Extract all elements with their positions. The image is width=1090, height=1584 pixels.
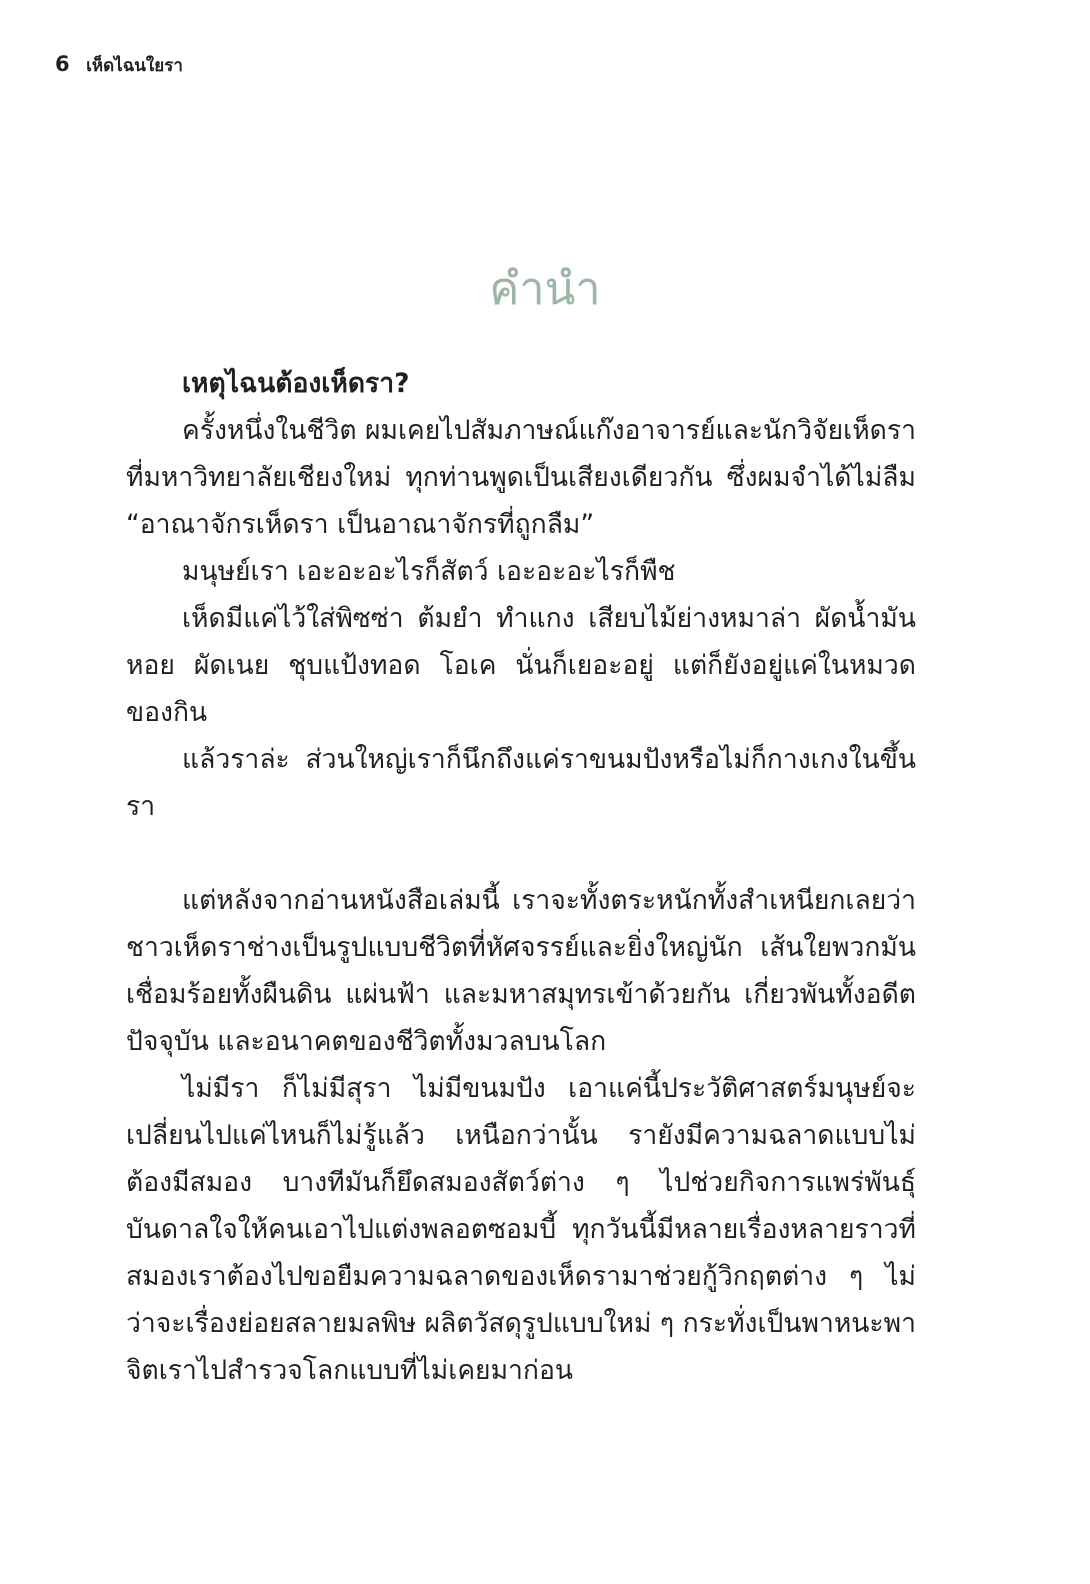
chapter-title: คำนำ [489,262,601,316]
paragraph: เห็ดมีแค่ไว้ใส่พิซซ่า ต้มยำ ทำแกง เสียบไม้ย่างหมาล่า ผัดน้ำมันหอย ผัดเนย ชุบแป้งทอด โอเค นั่นก็เยอะอยู่ แต่ก็ยังอยู่แค่ในหมวดของกิน [126,603,916,728]
paragraph-heading: เหตุไฉนต้องเห็ดรา? [182,368,410,399]
body-text-column [126,360,916,1394]
running-title: เห็ดไฉนใยรา [86,56,183,76]
page-number: 6 [55,52,71,76]
paragraph: ไม่มีรา ก็ไม่มีสุรา ไม่มีขนมปัง เอาแค่นี้ประวัติศาสตร์มนุษย์จะเปลี่ยนไปแค่ไหนก็ไม่รู้แล้ว เหนือกว่านั้น รายังมีความฉลาดแบบไม่ต้องมีสมอง บางทีมันก็ยึดสมองสัตว์ต่าง ๆ ไปช่วยกิจการแพร่พันธุ์ บันดาลใจให้คนเอาไปแต่งพลอตซอมบี้ ทุกวันนี้มีหลายเรื่องหลายราวที่สมองเราต้องไปขอยืมความฉลาดของเห็ดรามาช่วยกู้วิกฤตต่าง ๆ ไม่ว่าจะเรื่องย่อยสลายมลพิษ ผลิตวัสดุรูปแบบใหม่ ๆ กระทั่งเป็นพาหนะพาจิตเราไปสำรวจโลกแบบที่ไม่เคยมาก่อน [126,1073,916,1386]
paragraph: มนุษย์เรา เอะอะอะไรก็สัตว์ เอะอะอะไรก็พืช [182,556,676,587]
paragraph: ครั้งหนึ่งในชีวิต ผมเคยไปสัมภาษณ์แก๊งอาจารย์และนักวิจัยเห็ดราที่มหาวิทยาลัยเชียงใหม่ ทุกท่านพูดเป็นเสียงเดียวกัน ซึ่งผมจำได้ไม่ลืม “อาณาจักรเห็ดรา เป็นอาณาจักรที่ถูกลืม” [126,415,917,540]
paragraph: แต่หลังจากอ่านหนังสือเล่มนี้ เราจะทั้งตระหนักทั้งสำเหนียกเลยว่า ชาวเห็ดราช่างเป็นรูปแบบชีวิตที่หัศจรรย์และยิ่งใหญ่นัก เส้นใยพวกมันเชื่อมร้อยทั้งผืนดิน แผ่นฟ้า และมหาสมุทรเข้าด้วยกัน เกี่ยวพันทั้งอดีต ปัจจุบัน และอนาคตของชีวิตทั้งมวลบนโลก [126,885,916,1057]
page-header [55,52,183,79]
paragraph: แล้วราล่ะ ส่วนใหญ่เราก็นึกถึงแค่ราขนมปังหรือไม่ก็กางเกงในขึ้นรา [126,744,916,822]
